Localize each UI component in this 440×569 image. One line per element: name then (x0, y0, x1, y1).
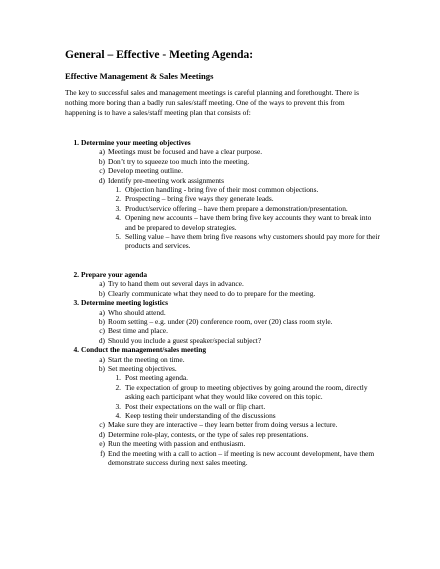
sub-item-label: 2. (115, 382, 121, 392)
sub-item-text: Prospecting – bring five ways they generate leads. (125, 194, 274, 204)
sub-item-label: 3. (115, 203, 121, 213)
list-item (65, 289, 380, 298)
item-label: b) (98, 156, 105, 166)
item-label: a) (99, 354, 105, 364)
item-label: c) (99, 326, 105, 336)
intro-paragraph: The key to successful sales and management meetings is careful planning and forethought. There is nothing more boring than a badly run sales/staff meeting. One of the ways to prevent this from happening is to have a sales/staff meeting plan that consists of: (65, 88, 359, 117)
list-item (65, 364, 380, 373)
item-text: Clearly communicate what they need to do to prepare for the meeting. (108, 288, 316, 298)
item-text: Start the meeting on time. (108, 354, 185, 364)
item-label: e) (99, 439, 105, 449)
sub-item-text: Objection handling - bring five of their most common objections. (125, 185, 319, 195)
section-conduct (65, 345, 380, 354)
list-item (65, 279, 380, 288)
sub-list-item (65, 402, 380, 411)
sub-item-label: 3. (115, 401, 121, 411)
item-text: Best time and place. (108, 326, 168, 336)
list-item (65, 308, 380, 317)
list-item (65, 439, 380, 448)
section-title: Determine meeting logistics (81, 298, 169, 308)
item-label: f) (100, 448, 105, 458)
item-text: Make sure they are interactive – they learn better from doing versus a lecture. (108, 420, 338, 430)
section-agenda (65, 270, 380, 279)
list-item (65, 166, 380, 175)
sub-list-item (65, 204, 380, 213)
agenda-list (65, 138, 380, 467)
item-text: Determine role-play, contests, or the type of sales rep presentations. (108, 429, 309, 439)
item-text: Try to hand them out several days in advance. (108, 279, 244, 289)
section-number: 3. (73, 298, 79, 308)
section-number: 2. (73, 269, 79, 279)
item-text: Identify pre-meeting work assignments (108, 175, 224, 185)
section-objectives (65, 138, 380, 147)
list-item (65, 355, 380, 364)
list-item (65, 147, 380, 156)
list-item (65, 336, 380, 345)
sub-list-item (65, 213, 380, 232)
list-item (65, 326, 380, 335)
sub-item-text: Product/service offering – have them prepare a demonstration/presentation. (125, 203, 348, 213)
item-label: c) (99, 166, 105, 176)
item-label: a) (99, 307, 105, 317)
sub-list-item (65, 194, 380, 203)
item-label: b) (98, 288, 105, 298)
item-label: a) (99, 279, 105, 289)
list-item (65, 449, 380, 468)
section-number: 4. (73, 345, 79, 355)
document-title: General – Effective - Meeting Agenda: (65, 49, 254, 61)
item-text: Should you include a guest speaker/special subject? (108, 335, 262, 345)
sub-item-label: 2. (115, 194, 121, 204)
item-label: b) (98, 363, 105, 373)
item-label: a) (99, 147, 105, 157)
item-text: End the meeting with a call to action – if meeting is new account development, have them demonstrate success during next sales meeting. (108, 448, 375, 467)
item-text: Who should attend. (108, 307, 166, 317)
item-label: c) (99, 420, 105, 430)
list-item (65, 317, 380, 326)
item-label: b) (98, 316, 105, 326)
sub-item-label: 1. (115, 185, 121, 195)
sub-item-text: Selling value – have them bring five reasons why customers should pay more for their products and services. (125, 232, 380, 251)
sub-list-item (65, 185, 380, 194)
item-text: Develop meeting outline. (108, 166, 183, 176)
item-text: Set meeting objectives. (108, 363, 177, 373)
sub-item-text: Tie expectation of group to meeting objectives by going around the room, directly asking each participant what they would like covered on this topic. (125, 382, 368, 402)
sub-item-label: 4. (115, 410, 121, 420)
item-text: Don’t try to squeeze too much into the meeting. (108, 156, 250, 166)
section-logistics (65, 298, 380, 307)
list-item (65, 430, 380, 439)
sub-list-item (65, 411, 380, 420)
item-label: d) (98, 335, 105, 345)
sub-item-text: Keep testing their understanding of the discussions (125, 410, 276, 420)
list-item (65, 157, 380, 166)
section-spacer (65, 251, 380, 270)
section-title: Prepare your agenda (81, 269, 148, 279)
sub-item-text: Post their expectations on the wall or flip chart. (125, 401, 266, 411)
item-text: Meetings must be focused and have a clear purpose. (108, 147, 263, 157)
item-label: d) (98, 429, 105, 439)
document-subtitle: Effective Management & Sales Meetings (65, 71, 214, 81)
sub-item-text: Opening new accounts – have them bring five key accounts they want to break into and be prepared to develop strategies. (125, 213, 372, 232)
sub-item-text: Post meeting agenda. (125, 373, 189, 383)
section-number: 1. (73, 138, 79, 147)
sub-item-label: 5. (115, 232, 121, 242)
list-item (65, 176, 380, 185)
sub-item-label: 4. (115, 213, 121, 223)
section-title: Determine your meeting objectives (81, 138, 191, 147)
sub-list-item (65, 373, 380, 382)
sub-list-item (65, 232, 380, 251)
sub-item-label: 1. (115, 373, 121, 383)
item-text: Run the meeting with passion and enthusiasm. (108, 439, 246, 449)
item-label: d) (98, 175, 105, 185)
sub-list-item (65, 383, 380, 402)
list-item (65, 420, 380, 429)
section-title: Conduct the management/sales meeting (81, 345, 207, 355)
item-text: Room setting – e.g. under (20) conference room, over (20) class room style. (108, 316, 333, 326)
